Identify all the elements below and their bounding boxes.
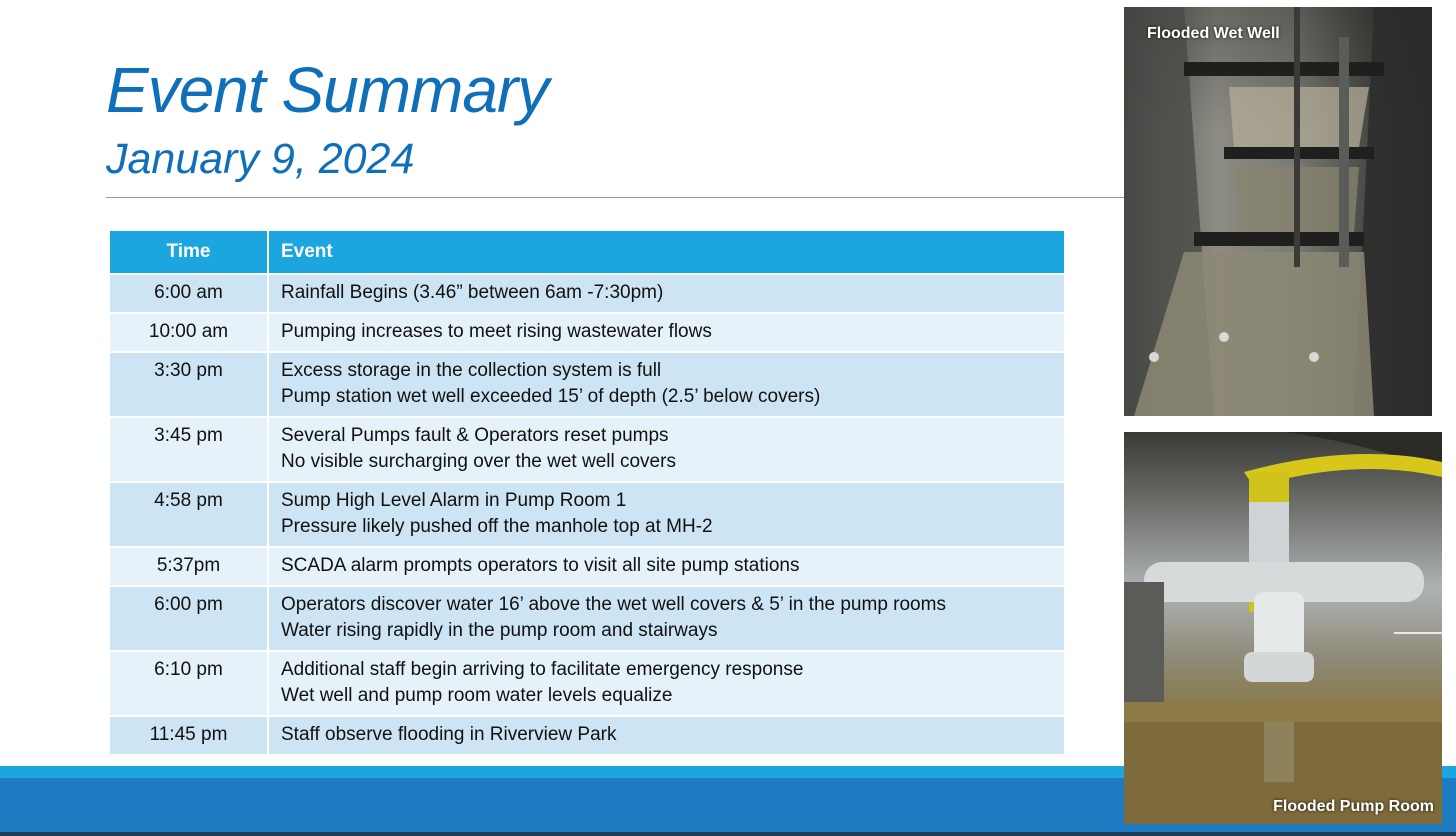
table-row (110, 651, 1065, 716)
wet-well-illustration (1124, 7, 1432, 416)
event-line: Staff observe flooding in Riverview Park (281, 724, 617, 745)
event-line: Several Pumps fault & Operators reset pumps (281, 425, 669, 446)
event-time: 6:10 pm (110, 651, 268, 716)
footer-edge (0, 832, 1456, 836)
pump-room-illustration (1124, 432, 1442, 824)
event-line: Additional staff begin arriving to facilitate emergency response (281, 659, 804, 680)
event-line: Pump station wet well exceeded 15’ of depth (2.5’ below covers) (281, 386, 821, 407)
event-table-header (110, 231, 1065, 274)
event-description (268, 352, 1065, 417)
table-row (110, 547, 1065, 586)
event-time: 4:58 pm (110, 482, 268, 547)
event-description (268, 547, 1065, 586)
table-row (110, 586, 1065, 651)
event-description (268, 313, 1065, 352)
event-time: 6:00 am (110, 274, 268, 313)
event-time: 3:45 pm (110, 417, 268, 482)
event-description (268, 651, 1065, 716)
event-description (268, 586, 1065, 651)
time-column-header: Time (110, 231, 268, 274)
table-row (110, 313, 1065, 352)
event-line: Excess storage in the collection system is full (281, 360, 662, 381)
event-time: 11:45 pm (110, 716, 268, 754)
table-row (110, 274, 1065, 313)
event-time: 3:30 pm (110, 352, 268, 417)
slide-title: Event Summary (106, 54, 549, 126)
event-description (268, 417, 1065, 482)
slide-subtitle: January 9, 2024 (106, 135, 415, 183)
event-line: No visible surcharging over the wet well covers (281, 451, 676, 472)
table-row (110, 716, 1065, 754)
event-column-header: Event (268, 231, 1065, 274)
event-time: 10:00 am (110, 313, 268, 352)
event-line: Pressure likely pushed off the manhole top at MH-2 (281, 516, 713, 537)
pump-room-caption: Flooded Pump Room (1273, 798, 1434, 815)
event-time: 6:00 pm (110, 586, 268, 651)
event-line: Operators discover water 16’ above the wet well covers & 5’ in the pump rooms (281, 594, 946, 615)
wet-well-caption: Flooded Wet Well (1147, 25, 1280, 42)
event-line: SCADA alarm prompts operators to visit all site pump stations (281, 555, 800, 576)
event-line: Wet well and pump room water levels equalize (281, 685, 673, 706)
event-line: Water rising rapidly in the pump room and stairways (281, 620, 718, 641)
event-line: Pumping increases to meet rising wastewater flows (281, 321, 712, 342)
event-description (268, 716, 1065, 754)
event-description (268, 274, 1065, 313)
table-row (110, 482, 1065, 547)
event-time: 5:37pm (110, 547, 268, 586)
event-table (110, 231, 1066, 754)
table-row (110, 352, 1065, 417)
table-row (110, 417, 1065, 482)
title-divider (106, 197, 1126, 198)
event-line: Sump High Level Alarm in Pump Room 1 (281, 490, 627, 511)
event-description (268, 482, 1065, 547)
pump-room-photo (1124, 432, 1442, 824)
wet-well-photo (1124, 7, 1432, 416)
event-line: Rainfall Begins (3.46” between 6am -7:30pm) (281, 282, 664, 303)
